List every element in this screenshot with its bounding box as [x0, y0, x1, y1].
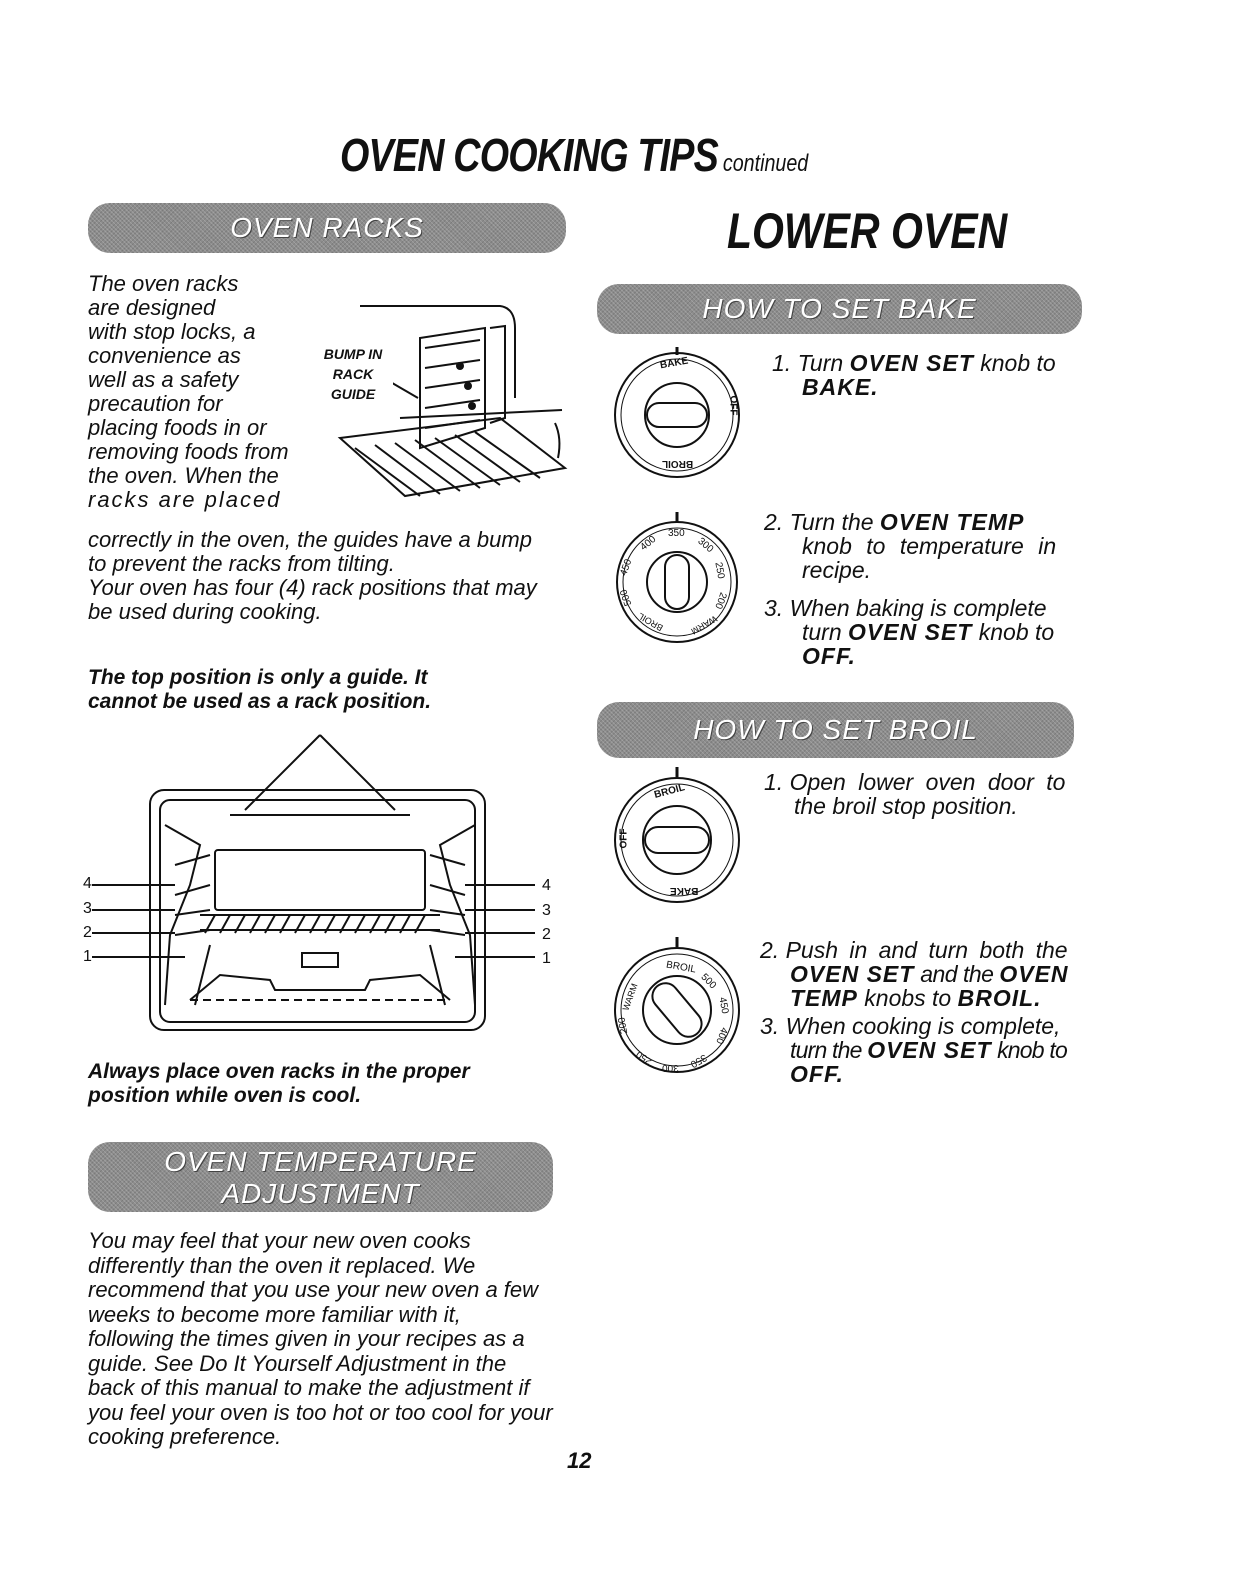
- knob-label: BROIL: [636, 610, 665, 634]
- intro-line: The oven racks: [88, 271, 239, 296]
- bump-in-rack-guide-label: [313, 344, 393, 404]
- step-text: knob to: [972, 619, 1055, 645]
- broil-banner-text: HOW TO SET BROIL: [693, 714, 978, 745]
- knob-label: 350: [668, 528, 685, 539]
- temp-line: guide. See Do It Yourself Adjustment in the: [88, 1350, 507, 1376]
- step-text: Push in and turn both the: [785, 937, 1068, 963]
- knob-label: 500: [698, 971, 719, 992]
- intro-line: placing foods in or: [88, 415, 267, 440]
- step-text: and the: [914, 961, 1000, 987]
- step-bold: OVEN TEMP: [879, 509, 1025, 535]
- bake-step-1: [772, 351, 1082, 399]
- rack-number-right-2: 2: [542, 926, 551, 943]
- rack-number-left-4: 4: [83, 875, 92, 892]
- step-bold: OVEN: [999, 961, 1069, 987]
- knob-label: BROIL: [665, 959, 697, 976]
- rack-number-left-1: 1: [83, 948, 92, 965]
- warning-line: The top position is only a guide. It: [88, 666, 428, 689]
- knob-label: 250: [712, 561, 727, 580]
- intro-line: well as a safety: [88, 367, 239, 392]
- step-text: Open lower oven door to: [789, 769, 1066, 795]
- cont-line: be used during cooking.: [88, 599, 322, 624]
- step-text: turn: [802, 619, 849, 645]
- temp-line: following the times given in your recipes as a: [88, 1326, 525, 1351]
- page-title-text: OVEN COOKING TIPS: [340, 129, 718, 181]
- step-text: knob to: [973, 350, 1056, 376]
- cont-line: correctly in the oven, the guides have a bump: [88, 527, 532, 552]
- oven-racks-continued: [88, 528, 568, 624]
- step-bold: TEMP: [790, 985, 858, 1011]
- knob-label: 200: [712, 590, 729, 611]
- step-text: Turn: [797, 350, 850, 376]
- temp-line: you feel your oven is too hot or too cool for your: [88, 1399, 553, 1425]
- step-number: 1.: [772, 350, 792, 376]
- step-number: 3.: [764, 595, 784, 621]
- temp-line: You may feel that your new oven cooks: [88, 1228, 471, 1253]
- step-text: When baking is complete: [789, 595, 1047, 621]
- knob-label: WARM: [620, 982, 640, 1012]
- lower-oven-title: LOWER OVEN: [727, 203, 1008, 259]
- knob-label: 400: [713, 1025, 730, 1046]
- step-text: knob to: [991, 1037, 1067, 1063]
- oven-rack-positions-illustration: [80, 735, 570, 1035]
- knob-label: 400: [638, 533, 659, 554]
- step-text: recipe.: [802, 557, 872, 583]
- knob-label: 300: [662, 1062, 679, 1073]
- step-text: knob to temperature in: [802, 533, 1057, 559]
- intro-line: with stop locks, a: [88, 319, 256, 344]
- temp-line: weeks to become more familiar with it,: [88, 1301, 461, 1327]
- broil-step-2: [760, 938, 1085, 1010]
- bake-step-2: [764, 510, 1084, 582]
- knob-label: OFF: [618, 828, 630, 849]
- rack-caution: [88, 1060, 568, 1108]
- intro-line: removing foods from: [88, 439, 289, 464]
- bake-step-3: [764, 596, 1084, 668]
- figure-label-line: RACK: [332, 366, 374, 382]
- knob-label: 300: [695, 535, 716, 556]
- how-to-set-bake-banner: [597, 284, 1082, 334]
- broil-step-3: [760, 1014, 1085, 1086]
- page-number: 12: [567, 1448, 592, 1473]
- figure-label-line: GUIDE: [330, 386, 376, 402]
- knob-label: BAKE: [659, 355, 690, 372]
- intro-line: the oven. When the: [88, 463, 279, 488]
- warning-line: cannot be used as a rack position.: [88, 690, 432, 713]
- rack-number-right-4: 4: [542, 877, 551, 894]
- step-bold: OVEN SET: [790, 961, 915, 987]
- intro-line: precaution for: [88, 391, 223, 416]
- knob-label: 450: [716, 996, 731, 1015]
- knob-label: 250: [634, 1048, 655, 1067]
- step-bold: OVEN SET: [848, 619, 973, 645]
- knob-label: 500: [618, 587, 635, 608]
- step-bold: OFF.: [790, 1061, 844, 1087]
- temp-line: differently than the oven it replaced. We: [88, 1252, 476, 1278]
- knob-label: 200: [616, 1016, 631, 1035]
- step-number: 2.: [764, 509, 784, 535]
- step-bold: BAKE.: [802, 374, 879, 400]
- knob-label: 350: [688, 1051, 709, 1070]
- rack-number-right-1: 1: [542, 950, 551, 967]
- temp-banner-line: ADJUSTMENT: [221, 1178, 420, 1209]
- figure-label-line: BUMP IN: [323, 346, 383, 362]
- knob-label: WARM: [689, 613, 719, 637]
- knob-label: BAKE: [670, 885, 699, 896]
- knob-label: OFF: [727, 395, 739, 416]
- step-number: 1.: [764, 769, 784, 795]
- step-text: When cooking is complete,: [785, 1013, 1061, 1039]
- step-bold: OVEN SET: [867, 1037, 992, 1063]
- temperature-adjustment-body: [88, 1229, 568, 1450]
- temp-line: cooking preference.: [88, 1424, 282, 1449]
- how-to-set-broil-banner: [597, 702, 1074, 758]
- step-text: Turn the: [789, 509, 880, 535]
- temp-line: back of this manual to make the adjustment if: [88, 1375, 530, 1400]
- step-text: knobs to: [857, 985, 958, 1011]
- step-bold: BROIL.: [957, 985, 1042, 1011]
- step-bold: OVEN SET: [849, 350, 974, 376]
- temp-banner-line: OVEN TEMPERATURE: [164, 1146, 477, 1177]
- oven-racks-banner-text: OVEN RACKS: [230, 212, 424, 243]
- intro-line: racks are placed: [88, 487, 282, 512]
- rack-number-right-3: 3: [542, 902, 551, 919]
- intro-line: convenience as: [88, 343, 241, 368]
- intro-line: are designed: [88, 295, 216, 320]
- broil-step-1: [764, 770, 1084, 818]
- knob-label: 450: [618, 557, 635, 578]
- cont-line: to prevent the racks from tilting.: [88, 551, 395, 576]
- temperature-adjustment-banner: [88, 1142, 553, 1212]
- page-title: [340, 128, 808, 182]
- oven-racks-intro: [88, 272, 328, 512]
- step-text: turn the: [790, 1037, 868, 1063]
- top-position-warning: [88, 666, 568, 714]
- rack-number-left-3: 3: [83, 900, 92, 917]
- page-subtitle: continued: [722, 150, 809, 177]
- caution-line: position while oven is cool.: [88, 1084, 362, 1107]
- knob-label: BROIL: [653, 782, 687, 801]
- bake-banner-text: HOW TO SET BAKE: [702, 293, 977, 324]
- step-number: 2.: [760, 937, 780, 963]
- step-text: the broil stop position.: [794, 793, 1018, 819]
- step-bold: OFF.: [802, 643, 856, 669]
- oven-racks-banner: [88, 203, 566, 253]
- cont-line: Your oven has four (4) rack positions that may: [88, 575, 537, 600]
- rack-number-left-2: 2: [83, 924, 92, 941]
- step-number: 3.: [760, 1013, 780, 1039]
- caution-line: Always place oven racks in the proper: [88, 1060, 470, 1083]
- temp-line: recommend that you use your new oven a few: [88, 1277, 539, 1302]
- knob-label: BROIL: [662, 458, 694, 469]
